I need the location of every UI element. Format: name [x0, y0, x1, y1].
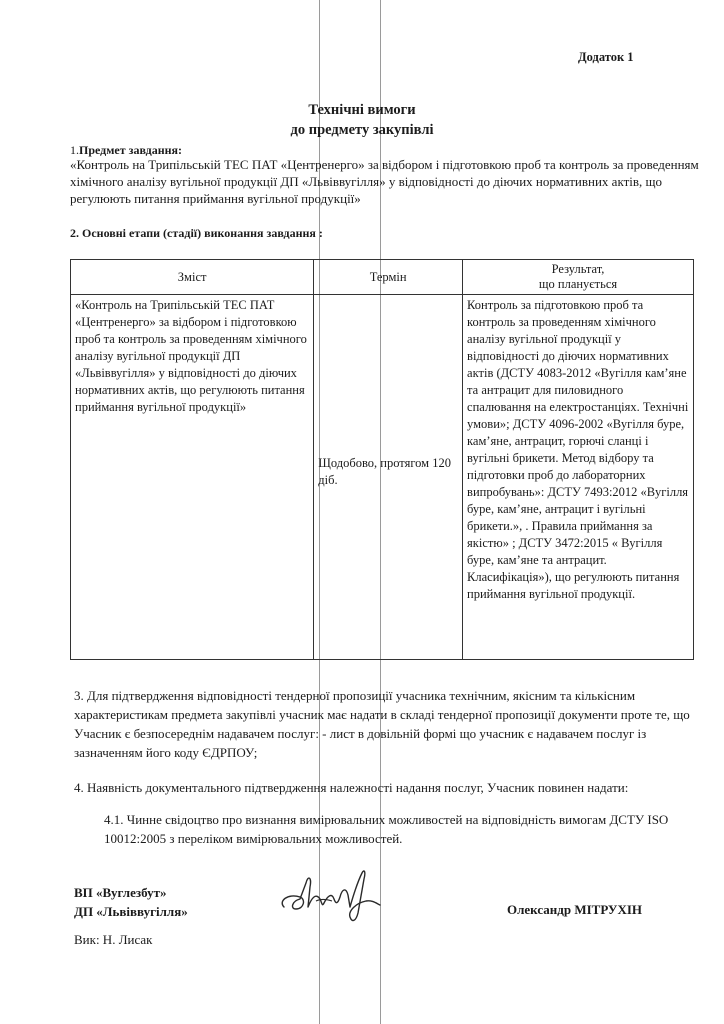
- performer-note: Вик: Н. Лисак: [74, 932, 153, 947]
- header-content: Зміст: [71, 260, 314, 295]
- header-term: Термін: [314, 260, 463, 295]
- cell-result: Контроль за підготовкою проб та контроль за проведенням хімічного аналізу вугільної продукції у відповідності до діючих нормативних актів (ДСТУ 4083-2012 «Вугілля кам’яне та антрацит для пиловидного спалювання на електростанціях. Технічні умови»; ДСТУ 4096-2002 «Вугілля буре, кам’яне, антрацит, горючі сланці і вугільні брикети. Метод відбору та підготовки проб до лабораторних випробувань»: ДСТУ 7493:2012 «Вугілля буре, кам’яне, антрацит і вугільні брикети.», . Правила приймання за якістю» ; ДСТУ 3472:2015 « Вугілля буре, кам’яне та антрацит. Класифікація»), що регулюють питання приймання вугільної продукції.: [463, 295, 694, 660]
- header-result-line2: що планується: [538, 277, 618, 291]
- signature-icon: [276, 863, 386, 927]
- document-subtitle: до предмету закупівлі: [290, 122, 434, 138]
- document-title: Технічні вимоги: [308, 102, 416, 118]
- header-result: [463, 260, 694, 295]
- table-header-row: [71, 260, 694, 295]
- section1-text: «Контроль на Трипільській ТЕС ПАТ «Центренерго» за відбором і підготовкою проб та контроль за проведенням хімічного аналізу вугільної продукції ДП «Львіввугілля» у відповідності до діючих нормативних актів, що регулюють питання приймання вугільної продукції»: [70, 157, 699, 206]
- paragraph-4-1: 4.1. Чинне свідоцтво про визнання вимірювальних можливостей на відповідність вимогам ДСТУ ISO 10012:2005 з переліком вимірювальних можливостей.: [104, 812, 669, 846]
- table-row: [71, 295, 694, 660]
- signer-name: Олександр МІТРУХІН: [507, 902, 643, 917]
- section1-number: 1.: [70, 143, 79, 157]
- section2-heading: 2. Основні етапи (стадії) виконання завдання :: [70, 226, 323, 240]
- cell-content: «Контроль на Трипільській ТЕС ПАТ «Центренерго» за відбором і підготовкою проб та контроль за проведенням хімічного аналізу вугільної продукції ДП «Львіввугілля» у відповідності до діючих нормативних актів, що регулюють питання приймання вугільної продукції»: [71, 295, 314, 660]
- section1-title: Предмет завдання:: [79, 143, 183, 157]
- organization-line1: ВП «Вуглезбут»: [74, 885, 167, 900]
- paragraph-3: 3. Для підтвердження відповідності тендерної пропозиції учасника технічним, якісним та кількісним характеристикам предмета закупівлі учасник має надати в складі тендерної пропозиції документи проте те, що Учасник є безпосереднім надавачем послуг: - лист в довільній формі що учасник є надавачем послуг із зазначенням його коду ЄДРПОУ;: [74, 688, 690, 760]
- organization-block: [74, 883, 188, 921]
- header-result-line1: Результат,: [551, 262, 605, 276]
- stages-table: [70, 259, 694, 660]
- paragraph-4: 4. Наявність документального підтвердження належності надання послуг, Учасник повинен надати:: [74, 780, 629, 795]
- organization-line2: ДП «Львіввугілля»: [74, 904, 188, 919]
- annex-label: Додаток 1: [578, 50, 634, 64]
- cell-term: Щодобово, протягом 120 діб.: [314, 295, 463, 660]
